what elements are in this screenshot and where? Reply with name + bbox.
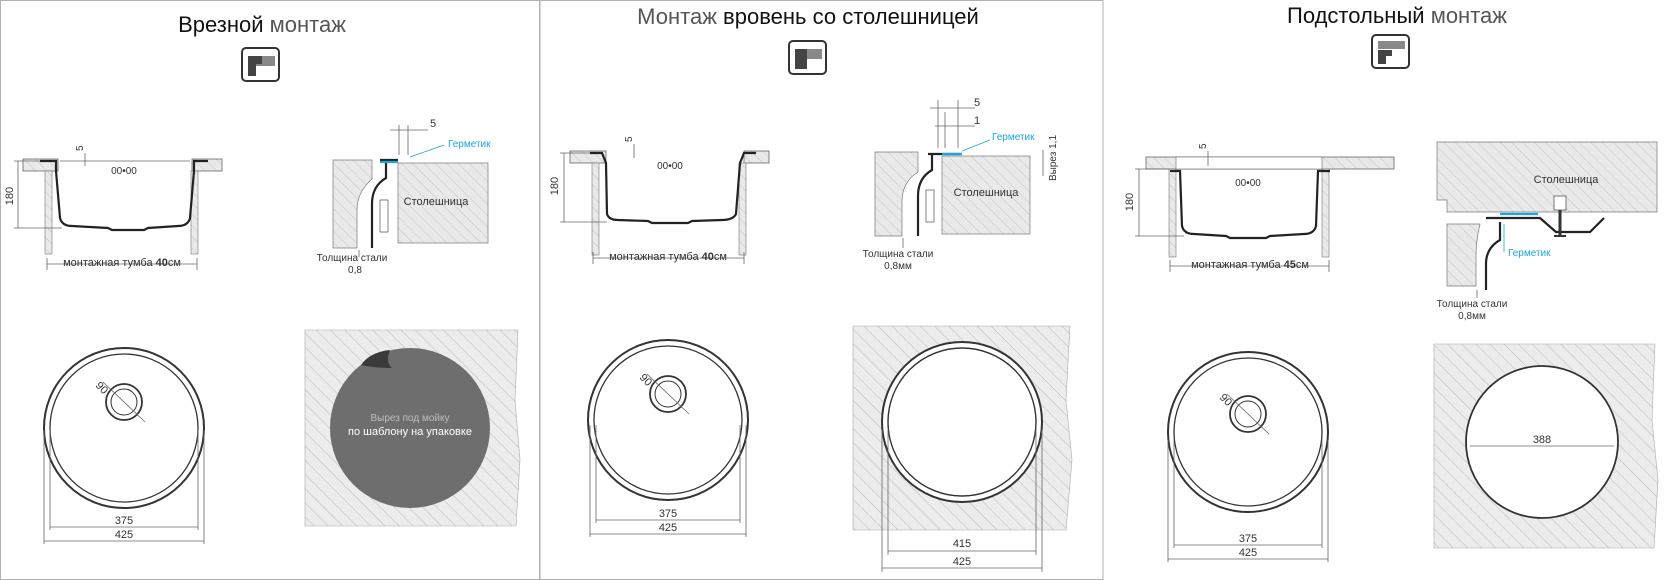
steel-thickness-value: 0,8мм [1458, 311, 1486, 322]
cabinet-width-label [609, 251, 727, 263]
drain-diameter: 90 [636, 371, 655, 389]
cut-depth-label: Вырез 1,1 [1048, 134, 1059, 182]
sink-section-view [549, 136, 769, 264]
edge-detail [863, 97, 1059, 272]
drain-label: 00•00 [111, 166, 137, 177]
steel-thickness-label: Толщина стали [1436, 299, 1508, 310]
gap-dimension: 5 [974, 97, 981, 109]
panel-undermount [1124, 3, 1658, 562]
sink-plan-view [1168, 352, 1328, 562]
countertop-label: Столешница [403, 196, 469, 208]
cutout-note-line1: Вырез под мойку [370, 413, 450, 424]
panel-flush-mount [549, 4, 1072, 572]
sealant-label: Герметик [1508, 248, 1551, 259]
cabinet-prefix: монтажная тумба [609, 251, 702, 263]
countertop-label: Столешница [953, 187, 1019, 199]
sealant-label: Герметик [992, 132, 1035, 143]
panel-title [1287, 3, 1507, 28]
drain-diameter: 90 [92, 379, 111, 397]
countertop-cutout [853, 326, 1072, 572]
countertop-label: Столешница [1533, 174, 1599, 186]
outer-diameter: 425 [658, 522, 678, 534]
panel-title [637, 4, 979, 29]
cabinet-value: 40 [155, 257, 168, 269]
cabinet-unit: см [167, 257, 181, 269]
sealant-label: Герметик [448, 139, 491, 150]
gap-dimension: 5 [430, 118, 437, 130]
panel-inset-mount [4, 12, 520, 544]
depth-dimension: 180 [4, 186, 16, 206]
inner-diameter: 375 [658, 508, 678, 520]
lip-dimension: 5 [624, 136, 635, 142]
cabinet-unit: см [713, 251, 727, 263]
countertop-cutout [305, 330, 520, 526]
edge-detail [1437, 142, 1657, 322]
cabinet-width-label [63, 257, 181, 269]
cabinet-value: 45 [1283, 259, 1296, 271]
cabinet-prefix: монтажная тумба [1191, 259, 1284, 271]
cabinet-unit: см [1295, 259, 1309, 271]
outer-diameter: 425 [1238, 547, 1258, 559]
cabinet-value: 40 [701, 251, 714, 263]
depth-dimension: 180 [1124, 192, 1136, 212]
sink-plan-view [44, 348, 204, 544]
title-light: Монтаж [637, 4, 717, 29]
sink-section-view [1124, 143, 1394, 272]
steel-thickness-label: Толщина стали [316, 253, 388, 264]
sink-plan-view [588, 340, 748, 537]
cutout-outer-diameter: 425 [952, 556, 972, 568]
cutout-inner-diameter: 415 [952, 538, 972, 550]
steel-thickness-value: 0,8 [348, 265, 362, 276]
edge-detail [317, 118, 491, 276]
title-bold: Врезной [178, 12, 264, 37]
inset-mount-icon [242, 48, 279, 81]
panel-title [178, 12, 346, 37]
steel-thickness-label: Толщина стали [862, 249, 934, 260]
steel-thickness-value: 0,8мм [884, 261, 912, 272]
title-light: монтаж [269, 12, 346, 37]
undermount-icon [1372, 35, 1409, 68]
outer-diameter: 425 [114, 529, 134, 541]
gap2-dimension: 1 [974, 115, 981, 127]
title-bold: вровень со столешницей [723, 4, 979, 29]
inner-diameter: 375 [114, 515, 134, 527]
cabinet-width-label [1191, 259, 1309, 271]
cutout-diameter: 388 [1532, 434, 1552, 446]
inner-diameter: 375 [1238, 533, 1258, 545]
title-light: монтаж [1430, 3, 1507, 28]
title-bold: Подстольный [1287, 3, 1425, 28]
drain-label: 00•00 [1235, 178, 1261, 189]
lip-dimension: 5 [1198, 143, 1209, 149]
countertop-cutout [1434, 344, 1658, 548]
drain-diameter: 90 [1216, 391, 1235, 409]
drain-label: 00•00 [657, 161, 683, 172]
lip-dimension: 5 [75, 145, 86, 151]
sink-section-view [4, 145, 222, 270]
cutout-note-line2: по шаблону на упаковке [348, 426, 472, 438]
cabinet-prefix: монтажная тумба [63, 257, 156, 269]
depth-dimension: 180 [549, 176, 561, 196]
flush-mount-icon [789, 41, 826, 74]
